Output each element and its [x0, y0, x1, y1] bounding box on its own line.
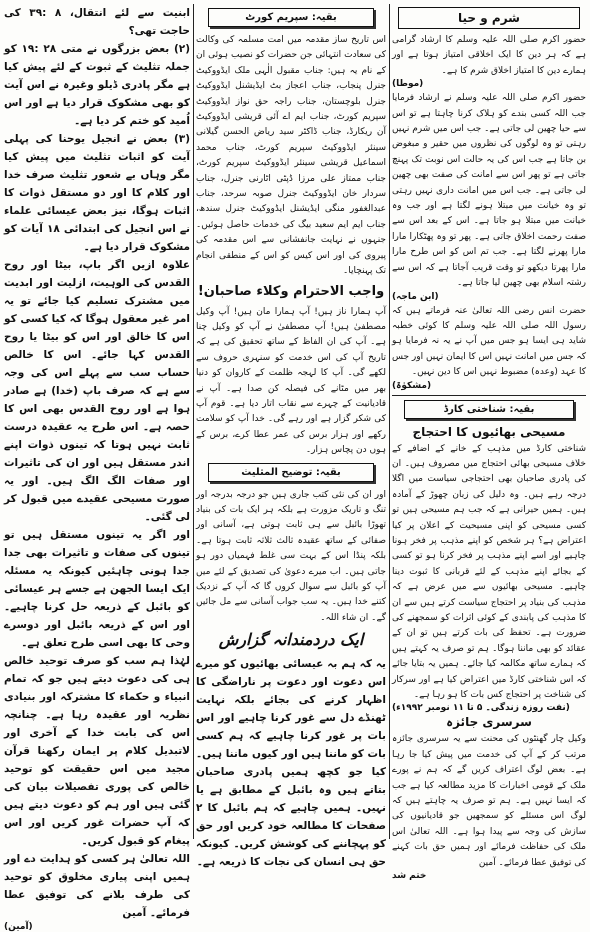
citation: (مشکوٰۃ) — [392, 380, 432, 391]
column-rule — [389, 4, 390, 839]
amin-closing: (آمین) — [4, 922, 33, 932]
middle-column — [196, 4, 386, 869]
subheading-masihi-bhaiyon: مسیحی بھائیوں کا احتجاج — [412, 424, 566, 439]
right-column — [392, 4, 586, 882]
article-paragraph-bold: اور اگر یہ تینوں مستقل ہیں تو تینوں کی صفات و تاثیرات بھی جدا جدا ہونی چاہئیں کیونکہ یہ مسئلہ ایک ایسا الجھن ہے جسے ہر عیسائی کو بائبل کے ذریعہ حل کرنا چاہیے۔ اور اس کے ذریعہ بائبل اور دوسرے وحی کا بھی اسی طرح تعلق ہے۔ — [4, 529, 190, 649]
article-paragraph-bold: لہٰذا ہم سب کو صرف توحید خالص ہی کی دعوت دیتے ہیں جو کہ تمام انبیاء و حکماء کا مشترکہ اور بنیادی نظریہ اور عقیدہ رہا ہے۔ چنانچہ اس کی بابت خدا کے آخری اور لاتبدیل کلام پر ایمان رکھنا قرآن مجید میں اس حقیقت کو توحید خالص کی پوری تفصیلات بیان کی گئی ہیں اور ہم کو دعوت دیتے ہیں کہ آپ حضرات غور کریں اور اس پیغام کو قبول کریں۔ — [4, 655, 190, 847]
article-paragraph-bold: (۳) بعض نے انجیل یوحنا کی پہلی آیت کو اثبات تثلیث میں پیش کیا مگر وہاں بے شعور تثلیث صرف خدا اور کلام کا اور دو مستقل ذوات کا اثبات ہوگا، نیز بعض عیسائی علماء نے اس انجیل کی ابتدائی ۱۸ آیات کو مشکوک قرار دیا ہے۔ — [4, 133, 191, 253]
article-paragraph: اس تاریخ ساز مقدمہ میں امت مسلمہ کی وکالت کی سعادت انتہائی جن حضرات کو نصیب ہوئی ان کے نام یہ ہیں: جناب مقبول الٰہی ملک ایڈووکیٹ جنرل پنجاب، جناب اعجاز بٹ ایڈیشنل ایڈووکیٹ جنرل بلوچستان، جناب راجہ حق نواز ایڈووکیٹ سپریم کورٹ، جناب ایم اے آئی قریشی ایڈووکیٹ آن ریکارڈ، جناب ڈاکٹر سید ریاض الحسن گیلانی سینئر ایڈووکیٹ سپریم کورٹ، جناب محمد اسماعیل قریشی سینئر ایڈووکیٹ سپریم کورٹ، جناب ممتاز علی مرزا ڈپٹی اٹارنی جنرل، جناب سردار خان ایڈووکیٹ جنرل صوبہ سرحد، جناب عبدالغفور منگی ایڈیشنل ایڈووکیٹ جنرل سندھ، جناب ایم ایم سعید بیگ کی خدمات حاصل ہوئیں۔ جنہوں نے نہایت جانفشانی سے اس مقدمہ کی پیروی کی اور اس کیس کو اس کے منطقی انجام تک پہنچایا۔ — [196, 35, 386, 277]
heading-wajib-ul-ehtiram: واجب الاحترام وکلاء صاحبان! — [197, 283, 385, 299]
article-paragraph-bold: (۲) بعض بزرگوں نے متی ۲۸ :۱۹ کو جملہ تثلیث کے ثبوت کے لئے پیش کیا ہے مگر پادری ڈیلو وغیرہ نے اس آیت کو بھی مشکوک قرار دیا ہے اور اس اُمید کو ختم کر دیا ہے۔ — [4, 43, 190, 127]
citation: (نفت روزہ زندگی۔ ۵ تا ۱۱ نومبر ۱۹۹۲ء) — [392, 703, 570, 714]
article-paragraph: حضور اکرم صلی اللہ علیہ وسلم کا ارشاد گرامی ہے کہ ہر دین کا ایک اخلاقی امتیاز ہوتا ہے اور ہمارے دین کا امتیاز اخلاق شرم کا ہے۔ — [392, 35, 586, 76]
heading-dardmandana-guzarish: ایک دردمندانہ گزارش — [218, 630, 364, 650]
article-paragraph-bold: یہ کہ ہم بہ عیسائی بھائیوں کو میرے اس دعوت اور دعوت پر ناراضگی کا اظہار کرنے کی بجائے بلکہ نہایت ٹھنڈے دل سے غور کرنا چاہیے اور اس بات پر غور کرنا چاہیے کہ ہم کسی بات کو ماننا ہیں اور کیوں ماننا ہیں۔ کیا جو کچھ ہمیں پادری صاحبان بتاتے ہیں وہ بائبل کے مطابق ہے یا نہیں۔ ہمیں چاہیے کہ ہم بائبل کا ۲ صفحات کا مطالعہ خود کریں اور حق کو پہچاننے کی کوشش کریں۔ کیونکہ حق ہی انسان کی نجات کا ذریعہ ہے۔ — [196, 658, 386, 869]
article-paragraph: حضور اکرم صلی اللہ علیہ وسلم نے ارشاد فرمایا جب اللہ کسی بندے کو ہلاک کرنا چاہتا ہے تو اس سے حیا چھین لی جاتی ہے۔ جب اس میں شرم نہیں رہتی تو وہ لوگوں کی نظروں میں حقیر و مبغوض بن جاتا ہے جب اس کی یہ حالت اس نوبت تک پہنچ جاتی ہے تو پھر اس سے امانت کی صفت بھی چھین لی جاتی ہے۔ جب اس میں امانت داری نہیں رہتی تو وہ خیانت میں مبتلا ہونے لگتا ہے اور جب وہ خیانت میں مبتلا ہو جاتا ہے۔ اس کے بعد اس سے صفت رحمت اخلاق جاتی ہے۔ پھر تو وہ پھٹکارا مارا مارا پھرنے لگتا ہے۔ جب تم اس کو اس طرح مارا مارا پھرتا دیکھو تو وقت قریب آجاتا ہے کہ اس سے رشتہ اسلام بھی چھین لیا جاتا ہے۔ — [392, 93, 586, 289]
section-box-shanakhti-card: بقیہ: شناختی کارڈ — [404, 400, 574, 419]
article-paragraph-bold: اللہ تعالیٰ ہر کسی کو ہدایت دے اور ہمیں اپنی پیاری مخلوق کو توحید کی طرف بلانے کی توفیق عطا فرمائے۔ آمین — [4, 853, 190, 919]
article-paragraph-bold: ابنیت سے لئے انتقال، ۸ :۳۹ کی حاجت تھی؟ — [4, 7, 190, 37]
article-paragraph: حضرت انس رضی اللہ تعالیٰ عنہ فرماتے ہیں کہ رسول اللہ صلی اللہ علیہ وسلم کا کوئی خطبہ شاید ہی ایسا ہو جس میں آپ نے یہ نہ فرمایا ہو کہ جس میں امانت نہیں اس کا ایمان نہیں اور جس کا عہد (وعدہ) مضبوط نہیں اس کا دین نہیں۔ — [392, 305, 586, 378]
section-box-supreme-court: بقیہ: سپریم کورٹ — [208, 8, 374, 27]
end-mark: ختم شد — [392, 871, 427, 882]
section-box-tauzeeh-ul-muslees: بقیہ: توضیح المثلیث — [208, 463, 374, 482]
subheading-sarsari-jaiza: سرسری جائزہ — [446, 715, 532, 730]
citation: (ابن ماجہ) — [392, 291, 439, 302]
article-paragraph: شناختی کارڈ میں مذہب کے خانے کے اضافے کے خلاف مسیحی بھائی احتجاج میں مصروف ہیں۔ ان کی پادری صاحبان بھی احتجاجی سیاست میں اگلا درجہ رہے ہیں۔ وہ دلیل کی زبان چھوڑ کے آمادہ ہیں۔ ہمیں حیرانی ہے کہ جب ہم مسیحی ہیں تو کسی مسیحی کو اپنی مسیحیت کے اعلان پر کیا اعتراض ہے؟ ہر شخص کو اپنے مذہب پر فخر ہونا چاہیے اور اسے اپنے مذہب پر فخر کرنا ہو تو کسی کے بجائے اپنے مذہب کے لئے قربانی کا ثبوت دینا چاہیے۔ مسیحی بھائیوں سے میں عرض ہے کہ مذہب کی بنیاد پر احتجاج سیاست کرتے ہیں سے ان کا مذہب کی پابندی کے کوئی اثرات کو سمجھنے کی ضرورت ہے۔ تحفظ کی بات کرتے ہیں تو ان کے عقائد کو بھی ماننا ہوگا۔ ہم تو صرف یہ کہتے ہیں کہ ہمارے ساتھ مکالمہ کیا جائے۔ ہمیں یہ بتایا جائے کہ اس شناختی کارڈ میں اعتراض کیا ہے اور سرکار کی شناخت پر احتجاج کس بات کا ہو رہا ہے۔ — [392, 443, 586, 701]
article-paragraph-bold: علاوہ ازیں اگر باپ، بیٹا اور روح القدس کی الوہیت، ازلیت اور ابدیت میں مشترک تسلیم کیا جائے تو یہ امر غیر معقول ہوگا کہ کیا کسی کو اس کا خالق اور اس کو بیٹا یا روح القدس کہا جائے۔ اس کا خالص حساب سب سے پہلے اس کی وجہ سے ہے کہ صرف باپ (خدا) ہے صادر ہوا ہے اور روح القدس بھی اس کا حصہ ہے۔ اس طرح یہ عقیدہ درست ثابت نہیں ہوتا کہ تینوں ذوات اپنے اندر مستقل ہیں اور ان کی تاثیرات اور صفات الگ الگ ہیں۔ اور یہ صورت مسیحی عقیدے میں قبول کر لی گئی۔ — [4, 259, 190, 523]
newspaper-page — [4, 4, 586, 932]
article-paragraph: آپ ہمارا ناز ہیں! آپ ہمارا مان ہیں! آپ وکیل مصطفیٰ ہیں! آپ مصطفیٰ نے آپ کو وکیل چنا ہے۔ آپ کی ان الفاظ کے ساتھ تحقیق کی ہے کہ تاریخ آپ کی اس خدمت کو سنہری حروف سے لکھے گی۔ آپ کا لہجہ ظلمت کے کاروان کو دنیا بھر میں مٹانے کی فیصلہ کن صدا ہے۔ آپ نے قادیانیت کے چہرے سے نقاب اتار دیا ہے۔ قوم آپ کی شکر گزار ہے اور رہے گی۔ خدا آپ کو سلامت رکھے اور ہزار برس کی عمر عطا کرے، برس کے ہوں دن پچاس ہزار۔ — [196, 306, 386, 456]
divider — [392, 395, 586, 396]
article-paragraph: اور ان کی نئی کتب جاری ہیں جو درجہ بدرجہ اور تنگ و تاریک مزورت ہے بلکہ ہر ایک بات کی بنیاد تھوڑا بائبل سے ہی ثابت ہوتی ہے، آسانی اور صفائی کے ساتھ عقیدہ ثالث ثلاثہ ثابت ہوتا ہے۔ بلکہ پنڈا اس کے بہت سی غلط فہمیاں دور ہو جاتی ہیں۔ اب میرے دعویٰ کی تصدیق کے لئے میں آپ کو بائبل سے سوال کروں گا کہ آپ کے نزدیک کتنے خدا ہیں۔ یہ سب جواب آسانی سے مل جائیں گے۔ ان شاء اللہ۔ — [196, 489, 386, 623]
section-heading-sharm-o-haya: شرم و حیا — [398, 7, 580, 29]
left-column — [4, 4, 191, 932]
column-rule — [193, 4, 194, 839]
citation: (موطا) — [392, 79, 424, 90]
article-paragraph: وکیل چار گھنٹوں کی محنت سے یہ سرسری جائزہ مرتب کر کے آپ کی خدمت میں پیش کیا جا رہا ہے۔ بعض لوگ اعتراف کریں گے کہ ہم نے پورے ملک کے قومی اخبارات کا مزید مطالعہ کیا ہے جب کہ ایسا نہیں ہے۔ ہم تو صرف یہ چاہتے ہیں کہ لوگ اس مسئلے کو سمجھیں جو قادیانیوں کی سازش کی وجہ سے پیدا ہوا ہے۔ اللہ تعالیٰ اس ملک کی حفاظت فرمائے اور ہمیں حق بات کہنے کی توفیق عطا فرمائے۔ آمین — [392, 734, 586, 868]
